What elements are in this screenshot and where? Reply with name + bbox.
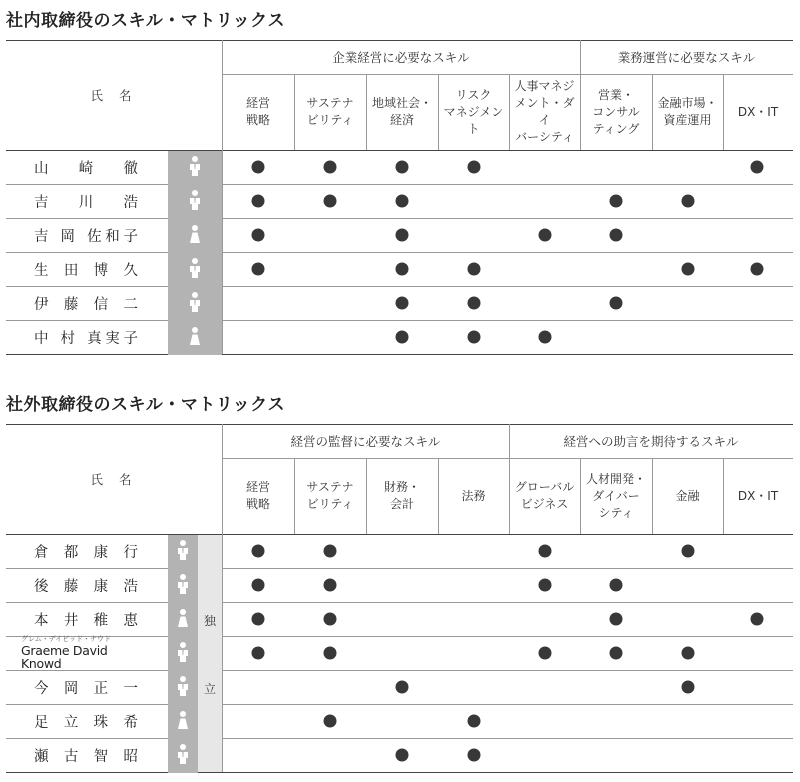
skill-column-header: 金融 (675, 488, 700, 503)
male-person-icon (187, 155, 203, 181)
skill-dot (681, 647, 694, 660)
male-person-icon (175, 573, 191, 599)
director-name-text: 山 崎 徹 (34, 160, 138, 177)
skill-dot (681, 545, 694, 558)
skill-column-header: 金融市場・ 資産運用 (657, 96, 718, 127)
skill-dot (252, 263, 265, 276)
skill-dot (252, 195, 265, 208)
gender-icon-box (168, 535, 198, 569)
director-name-text: 中 村 真実子 (34, 330, 138, 347)
skill-column-header: DX・IT (737, 488, 779, 503)
skill-dot (396, 229, 409, 242)
skill-dot (751, 263, 764, 276)
skill-column-header: 財務・ 会計 (383, 480, 420, 511)
director-name (6, 670, 166, 704)
skill-dot (610, 297, 623, 310)
skill-dot (396, 749, 409, 762)
skill-dot (252, 613, 265, 626)
skill-dot (538, 229, 551, 242)
director-name-text: 本 井 稚 恵 (34, 612, 138, 629)
skill-group-label: 業務運営に必要なスキル (617, 49, 756, 65)
skill-dot (467, 297, 480, 310)
skill-dot (324, 613, 337, 626)
skill-dot (252, 229, 265, 242)
director-name (6, 636, 166, 670)
director-name-text: 吉 岡 佐和子 (34, 228, 138, 245)
skill-dot (681, 263, 694, 276)
skill-column-header: 人材開発・ ダイバー シティ (585, 471, 646, 520)
skill-dot (396, 263, 409, 276)
skill-column-header: 営業・ コンサル ティング (592, 87, 640, 136)
skill-dot (396, 195, 409, 208)
skill-dot (467, 161, 480, 174)
male-person-icon (187, 291, 203, 317)
director-name (6, 704, 166, 738)
independent-band (198, 535, 222, 772)
skill-dot (681, 195, 694, 208)
independent-label: 立 (203, 682, 216, 696)
internal-skill-matrix (6, 40, 793, 356)
gender-icon-box (168, 321, 222, 355)
female-person-icon (175, 608, 191, 632)
male-person-icon (175, 539, 191, 565)
skill-dot (324, 161, 337, 174)
gender-icon-box (168, 739, 198, 773)
director-name (6, 286, 166, 320)
female-person-icon (187, 326, 203, 350)
skill-group-label: 経営の監督に必要なスキル (290, 433, 441, 449)
director-name-text: 瀬 古 智 昭 (34, 748, 138, 765)
skill-dot (252, 545, 265, 558)
male-person-icon (175, 675, 191, 701)
director-name (6, 602, 166, 636)
director-name (6, 184, 166, 218)
skill-dot (610, 579, 623, 592)
skill-dot (751, 161, 764, 174)
skill-dot (751, 613, 764, 626)
skill-dot (396, 161, 409, 174)
skill-group-label: 経営への助言を期待するスキル (563, 433, 739, 449)
skill-dot (324, 545, 337, 558)
male-person-icon (187, 257, 203, 283)
director-name-text: 吉 川 浩 (34, 194, 138, 211)
skill-dot (610, 195, 623, 208)
skill-column-header: リスク マネジメント (443, 87, 504, 136)
skill-column-header: 経営 戦略 (245, 96, 270, 127)
male-person-icon (175, 641, 191, 667)
director-name-text: 今 岡 正 一 (34, 680, 138, 697)
gender-icon-box (168, 219, 222, 253)
skill-dot (396, 681, 409, 694)
director-name (6, 568, 166, 602)
gender-icon-box (168, 185, 222, 219)
director-name-text: 足 立 珠 希 (34, 714, 138, 731)
skill-column-header: グローバル ビジネス (514, 480, 575, 511)
male-person-icon (175, 743, 191, 769)
skill-dot (467, 715, 480, 728)
gender-icon-box (168, 637, 198, 671)
gender-icon-box (168, 151, 222, 185)
director-name (6, 738, 166, 772)
skill-dot (396, 331, 409, 344)
female-person-icon (187, 224, 203, 248)
skill-column-header: 法務 (461, 488, 486, 503)
skill-dot (324, 579, 337, 592)
gender-icon-box (168, 705, 198, 739)
director-name-text: 後 藤 康 浩 (34, 578, 138, 595)
director-name (6, 150, 166, 184)
skill-dot (538, 331, 551, 344)
independent-label: 独 (203, 614, 216, 628)
male-person-icon (187, 189, 203, 215)
skill-dot (252, 161, 265, 174)
skill-dot (467, 749, 480, 762)
skill-dot (538, 545, 551, 558)
external-skill-matrix (6, 424, 793, 774)
skill-column-header: 人事マネジ メント・ダイ バーシティ (514, 79, 575, 144)
skill-dot (324, 715, 337, 728)
director-name (6, 218, 166, 252)
director-name (6, 320, 166, 354)
gender-icon-box (168, 671, 198, 705)
name-english: Graeme David Knowd (21, 643, 108, 671)
gender-icon-box (168, 569, 198, 603)
skill-dot (252, 647, 265, 660)
skill-column-header: DX・IT (737, 104, 779, 119)
gender-icon-box (168, 603, 198, 637)
skill-dot (610, 229, 623, 242)
skill-dot (467, 263, 480, 276)
director-name-text: 生 田 博 久 (34, 262, 138, 279)
skill-dot (467, 331, 480, 344)
skill-dot (681, 681, 694, 694)
internal-title: 社内取締役のスキル・マトリックス (6, 11, 285, 31)
female-person-icon (175, 710, 191, 734)
gender-icon-box (168, 253, 222, 287)
skill-dot (252, 579, 265, 592)
external-title: 社外取締役のスキル・マトリックス (6, 395, 285, 415)
director-name-text: 伊 藤 信 二 (34, 296, 138, 313)
skill-column-header: サステナ ビリティ (306, 96, 354, 127)
skill-dot (324, 647, 337, 660)
skill-dot (324, 195, 337, 208)
skill-dot (610, 647, 623, 660)
name-column-header: 氏 名 (90, 471, 138, 487)
skill-group-label: 企業経営に必要なスキル (332, 49, 470, 65)
skill-dot (538, 647, 551, 660)
skill-dot (538, 579, 551, 592)
director-name (6, 534, 166, 568)
director-name (6, 252, 166, 286)
skill-column-header: 経営 戦略 (245, 480, 270, 511)
skill-dot (610, 613, 623, 626)
skill-column-header: サステナ ビリティ (306, 480, 354, 511)
director-name-text: 倉 都 康 行 (34, 544, 138, 561)
gender-icon-box (168, 287, 222, 321)
skill-column-header: 地域社会・ 経済 (371, 96, 432, 127)
name-ruby: グレム・デイビッド・ナウド (21, 635, 111, 643)
skill-dot (396, 297, 409, 310)
name-column-header: 氏 名 (90, 87, 138, 103)
